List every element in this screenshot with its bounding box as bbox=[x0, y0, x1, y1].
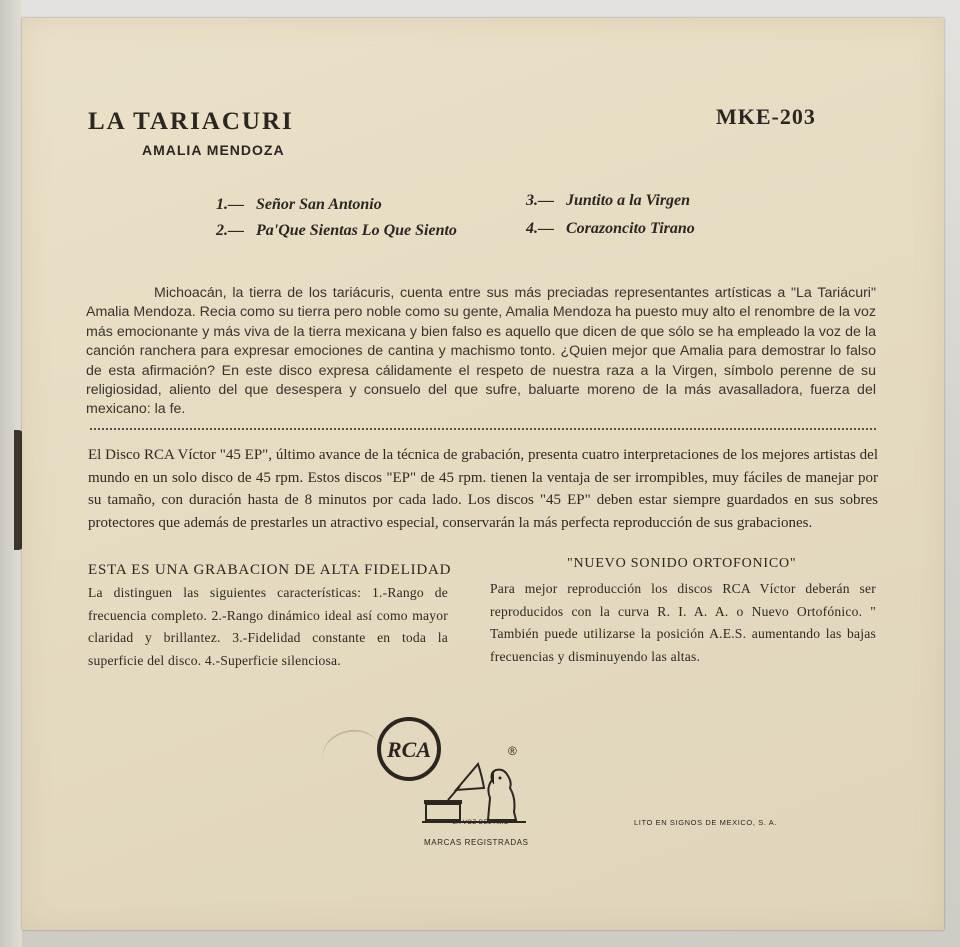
artist-name: AMALIA MENDOZA bbox=[142, 142, 285, 158]
trademarks-label: MARCAS REGISTRADAS bbox=[424, 838, 529, 847]
dotted-divider bbox=[90, 428, 876, 430]
track-number: 4.— bbox=[526, 220, 554, 237]
track-4 bbox=[526, 220, 695, 238]
rca-logo-text: RCA bbox=[386, 737, 432, 762]
record-jacket-back bbox=[22, 18, 944, 930]
printer-credit: LITO EN SIGNOS DE MEXICO, S. A. bbox=[634, 818, 778, 827]
ortofonico-body: Para mejor reproducción los discos RCA Víctor deberán ser reproducidos con la curva R. I. A. A. o Nuevo Ortofónico. " También puede utilizarse la posición A.E.S. aumentando las bajas frecuencias y disminuyendo las altas. bbox=[490, 581, 876, 664]
rca-45ep-paragraph: El Disco RCA Víctor "45 EP", último avance de la técnica de grabación, presenta cuatro interpretaciones de los mejores artistas del mundo en un solo disco de 45 rpm. Estos discos "EP" de 45 rpm. tienen la ventaja de ser irrompibles, muy fáciles de manejar por su tamaño, con duración hasta de 8 minutos por cada lado. Los discos "45 EP" deben estar siempre guardados en sus sobres protectores que además de prestarles un atractivo especial, conservarán la más perfecta reproducción de sus grabaciones. bbox=[88, 447, 878, 531]
track-number: 2.— bbox=[216, 222, 244, 239]
registered-mark: ® bbox=[508, 744, 517, 758]
track-title: Pa'Que Sientas Lo Que Siento bbox=[256, 222, 457, 239]
track-title: Señor San Antonio bbox=[256, 196, 382, 213]
his-masters-voice: "LA VOZ DEL AMO" bbox=[450, 820, 512, 826]
hifi-body: La distinguen las siguientes características: 1.-Rango de frecuencia completo. 2.-Rango dinámico ideal así como mayor claridad y brillantez. 3.-Fidelidad constante en toda la superficie del disco. 4.-Superficie silenciosa. bbox=[88, 585, 448, 668]
track-2 bbox=[216, 222, 457, 240]
track-title: Juntito a la Virgen bbox=[566, 192, 691, 209]
track-1 bbox=[216, 196, 382, 214]
catalog-number: MKE-203 bbox=[716, 104, 816, 129]
track-3 bbox=[526, 192, 690, 210]
track-number: 1.— bbox=[216, 196, 244, 213]
hifi-heading: ESTA ES UNA GRABACION DE ALTA FIDELIDAD bbox=[88, 562, 452, 578]
liner-notes-intro: Michoacán, la tierra de los tariácuris, cuenta entre sus más preciadas representantes artísticas a "La Tariácuri" Amalia Mendoza. Recia como su tierra pero noble como su gente, Amalia Mendoza ha puesto muy alto el renombre de la voz más emocionante y más viva de la tierra mexicana y bien falso es aquello que dicen de que sólo se ha empleado la voz de la canción ranchera para expresar emociones de cantina y machismo tonto. ¿Quien mejor que Amalia para demostrar lo falso de esta afirmación? En este disco expresa cálidamente el respeto de nuestra raza a la Virgen, símbolo perenne de su religiosidad, aliento del que desespera y consuelo del que sufre, baluarte moreno de la más avasalladora, fuerza del mexicano: la fe. bbox=[86, 285, 876, 418]
track-title: Corazoncito Tirano bbox=[566, 220, 695, 237]
track-number: 3.— bbox=[526, 192, 554, 209]
album-title: LA TARIACURI bbox=[88, 108, 294, 135]
ortofonico-heading: "NUEVO SONIDO ORTOFONICO" bbox=[567, 556, 797, 571]
